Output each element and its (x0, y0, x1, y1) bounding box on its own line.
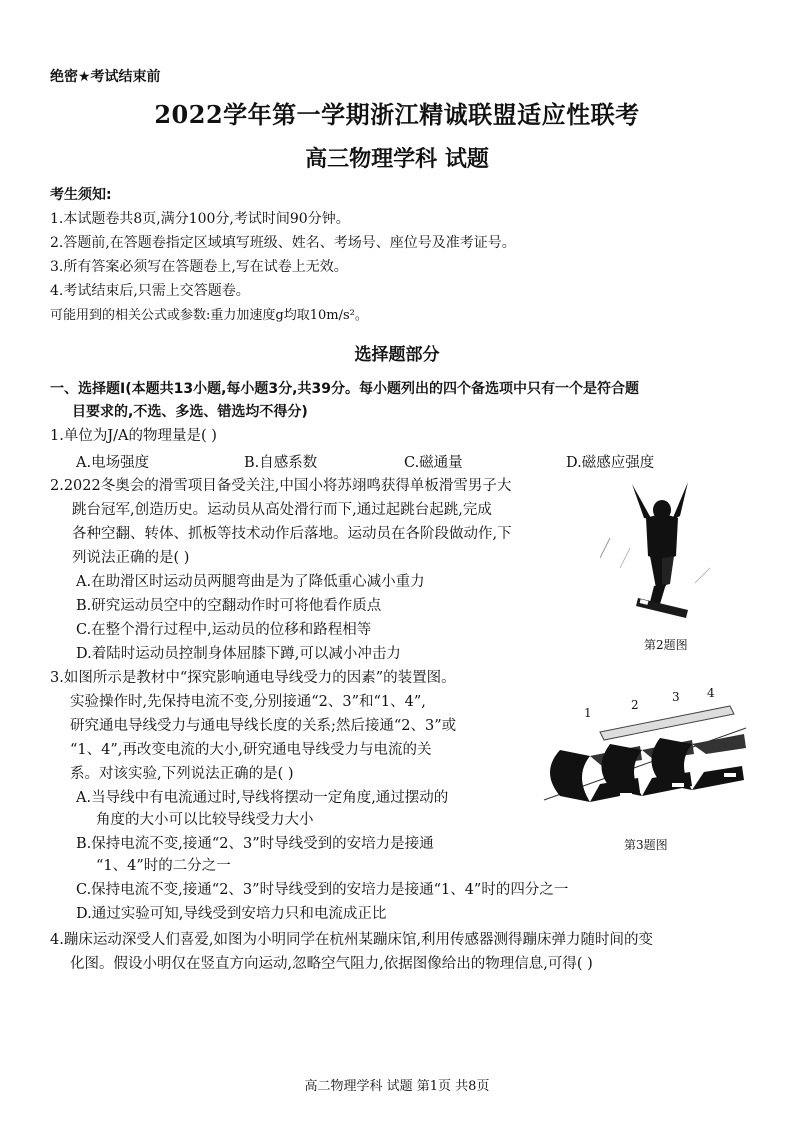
notice-heading: 考生须知: (50, 187, 112, 203)
notice-item: 4.考试结束后,只需上交答题卷。 (50, 283, 250, 299)
question-1-option-d: D.磁感应强度 (566, 455, 655, 471)
question-3-stem: 3.如图所示是教材中“探究影响通电导线受力的因素”的装置图。 (50, 670, 456, 686)
question-3-option-b-cont: “1、4”时的二分之一 (96, 858, 231, 874)
exam-subtitle: 高三物理学科 试题 (305, 146, 489, 172)
question-1-option-a: A.电场强度 (76, 455, 150, 471)
question-2-stem: 列说法正确的是( ) (72, 550, 190, 566)
question-3-stem: 实验操作时,先保持电流不变,分别接通“2、3”和“1、4”, (70, 694, 426, 710)
question-3-option-a: A.当导线中有电流通过时,导线将摆动一定角度,通过摆动的 (76, 790, 449, 806)
question-2-option-b: B.研究运动员空中的空翻动作时可将他看作质点 (76, 598, 382, 614)
snowboarder-figure (600, 478, 720, 628)
question-3-option-d: D.通过实验可知,导线受到安培力只和电流成正比 (76, 906, 387, 922)
question-3-option-c: C.保持电流不变,接通“2、3”时导线受到的安培力是接通“1、4”时的四分之一 (76, 882, 569, 898)
question-2-option-c: C.在整个滑行过程中,运动员的位移和路程相等 (76, 622, 372, 638)
page-footer: 高二物理学科 试题 第1页 共8页 (304, 1079, 490, 1094)
figure-3-label-2: 2 (631, 698, 639, 712)
figure-3-label-4: 4 (707, 686, 715, 700)
notice-item: 3.所有答案必须写在答题卷上,写在试卷上无效。 (50, 259, 348, 275)
question-2-option-d: D.着陆时运动员控制身体屈膝下蹲,可以减小冲击力 (76, 646, 401, 662)
question-2-stem: 各种空翻、转体、抓板等技术动作后落地。运动员在各阶段做动作,下 (72, 526, 512, 542)
question-3-option-b: B.保持电流不变,接通“2、3”时导线受到的安培力是接通 (76, 836, 434, 852)
question-1-stem: 1.单位为J/A的物理量是( ) (50, 428, 217, 444)
question-1-option-c: C.磁通量 (404, 455, 463, 471)
question-2-stem: 跳台冠军,创造历史。运动员从高处滑行而下,通过起跳台起跳,完成 (72, 502, 492, 518)
section-instruction: 一、选择题Ⅰ(本题共13小题,每小题3分,共39分。每小题列出的四个备选项中只有一个是符合题 (50, 381, 639, 397)
magnet-apparatus-figure (530, 680, 760, 830)
confidential-mark: 绝密★考试结束前 (50, 69, 161, 85)
notice-item: 2.答题前,在答题卷指定区域填写班级、姓名、考场号、座位号及准考证号。 (50, 235, 516, 251)
question-3-stem: 系。对该实验,下列说法正确的是( ) (70, 766, 294, 782)
question-4-stem: 4.蹦床运动深受人们喜爱,如图为小明同学在杭州某蹦床馆,利用传感器测得蹦床弹力随时间的变 (50, 932, 654, 948)
section-title: 选择题部分 (354, 345, 440, 365)
section-instruction: 目要求的,不选、多选、错选均不得分) (72, 404, 308, 420)
question-2-stem: 2.2022冬奥会的滑雪项目备受关注,中国小将苏翊鸣获得单板滑雪男子大 (50, 478, 512, 494)
exam-title: 2022学年第一学期浙江精诚联盟适应性联考 (154, 100, 640, 129)
formula-note: 可能用到的相关公式或参数:重力加速度g均取10m/s²。 (50, 308, 368, 323)
question-4-stem: 化图。假设小明仅在竖直方向运动,忽略空气阻力,依据图像给出的物理信息,可得( ) (70, 956, 593, 972)
question-1-option-b: B.自感系数 (244, 455, 318, 471)
figure-3-caption: 第3题图 (624, 838, 668, 852)
figure-3-label-3: 3 (672, 690, 680, 704)
question-3-option-a-cont: 角度的大小可以比较导线受力大小 (96, 812, 314, 828)
figure-3-label-1: 1 (584, 706, 592, 720)
question-3-stem: 研究通电导线受力与通电导线长度的关系;然后接通“2、3”或 (70, 718, 457, 734)
question-3-stem: “1、4”,再改变电流的大小,研究通电导线受力与电流的关 (70, 742, 432, 758)
notice-item: 1.本试题卷共8页,满分100分,考试时间90分钟。 (50, 211, 350, 227)
question-2-option-a: A.在助滑区时运动员两腿弯曲是为了降低重心减小重力 (76, 574, 425, 590)
figure-2-caption: 第2题图 (644, 638, 688, 652)
